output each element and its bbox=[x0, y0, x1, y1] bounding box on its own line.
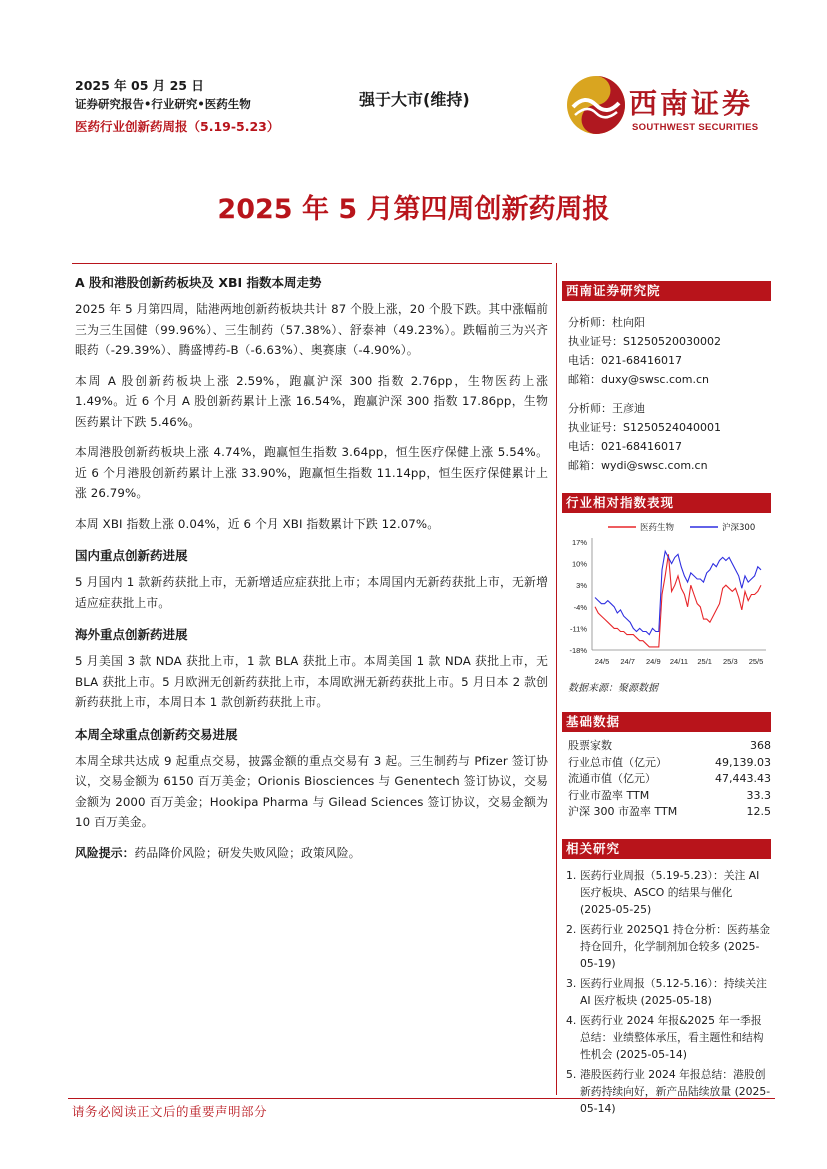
basic-data-table bbox=[562, 738, 771, 821]
report-series: 医药行业创新药周报（5.19-5.23） bbox=[75, 119, 280, 134]
company-logo bbox=[565, 74, 770, 136]
table-cell-value: 368 bbox=[750, 739, 771, 752]
list-item-number: 4. bbox=[566, 1013, 577, 1027]
summary-paragraph: 5 月美国 3 款 NDA 获批上市，1 款 BLA 获批上市。本周美国 1 款 NDA 获批上市，无 BLA 获批上市。5 月欧洲无创新药获批上市，本周欧洲无新药获批上市。5 月日本 2 款创新药获批上市，本周日本 1 款创新药获批上市。 bbox=[75, 654, 548, 709]
summary-paragraph: 本周港股创新药板块上涨 4.74%，跑赢恒生指数 3.64pp，恒生医疗保健上涨 5.54%。近 6 个月港股创新药累计上涨 33.90%，跑赢恒生指数 11.14pp，恒生医疗保健累计上涨 26.79%。 bbox=[75, 445, 548, 500]
analyst-name: 分析师：杜向阳 bbox=[568, 316, 645, 329]
list-item[interactable] bbox=[566, 1012, 771, 1063]
divider-top bbox=[72, 263, 552, 264]
logo-name-cn: 西南证券 bbox=[629, 87, 754, 120]
list-item-number: 1. bbox=[566, 868, 577, 882]
related-research-list bbox=[562, 867, 771, 1117]
analyst-name: 分析师：王彦迪 bbox=[568, 402, 645, 415]
sidebar bbox=[562, 281, 771, 1120]
summary-paragraph: 本周全球共达成 9 起重点交易，披露金额的重点交易有 3 起。三生制药与 Pfizer 签订协议，交易金额为 6150 百万美金；Orionis Biosciences 与 Genentech 签订协议，交易金额为 2000 百万美金；Hookipa Pharma 与 Gilead Sciences 签订协议，交易金额为 10 百万美金。 bbox=[75, 753, 548, 829]
list-item-text: 港股医药行业 2024 年报总结：港股创新药持续向好，新产品陆续放量 (2025-05-14) bbox=[580, 1067, 771, 1115]
table-cell-label: 行业市盈率 TTM bbox=[568, 788, 650, 802]
related-research-heading: 相关研究 bbox=[562, 839, 771, 859]
analyst-phone: 电话：021-68416017 bbox=[568, 354, 682, 367]
section-heading: A 股和港股创新药板块及 XBI 指数本周走势 bbox=[75, 275, 322, 290]
chart-legend-label: 医药生物 bbox=[640, 523, 675, 533]
chart-x-tick-label: 25/1 bbox=[697, 657, 712, 666]
chart-x-tick-label: 25/3 bbox=[723, 657, 738, 666]
table-cell-value: 49,139.03 bbox=[715, 755, 771, 769]
table-row bbox=[562, 804, 771, 821]
section-heading: 国内重点创新药进展 bbox=[75, 548, 188, 563]
footer-disclaimer: 请务必阅读正文后的重要声明部分 bbox=[72, 1104, 268, 1119]
chart-x-tick-label: 24/9 bbox=[646, 657, 661, 666]
chart-x-tick-label: 24/5 bbox=[594, 657, 610, 666]
chart-source: 数据来源：聚源数据 bbox=[568, 683, 658, 694]
summary-paragraph: 2025 年 5 月第四周，陆港两地创新药板块共计 87 个股上涨，20 个股下跌。其中涨幅前三为三生国健（99.96%）、三生制药（57.38%）、舒泰神（49.23%）。跌幅前三为兴齐眼药（-29.39%）、腾盛博药-B（-6.63%）、奥赛康（-4.90%）。 bbox=[75, 302, 548, 357]
analyst-email[interactable]: 邮箱：duxy@swsc.com.cn bbox=[568, 373, 709, 386]
table-cell-label: 行业总市值（亿元） bbox=[568, 755, 667, 769]
table-row bbox=[562, 788, 771, 805]
chart-y-tick-label: -11% bbox=[570, 624, 587, 634]
logo-name-en: SOUTHWEST SECURITIES bbox=[632, 122, 759, 133]
footer-divider bbox=[68, 1098, 775, 1099]
index-chart-heading: 行业相对指数表现 bbox=[562, 493, 771, 513]
list-item-text: 医药行业 2024 年报&2025 年一季报总结：业绩整体承压，看主题性和结构性机会 (2025-05-14) bbox=[580, 1013, 764, 1061]
industry-rating: 强于大市(维持) bbox=[359, 90, 470, 109]
risk-warning bbox=[75, 843, 548, 864]
chart-y-tick-label: 17% bbox=[571, 538, 587, 547]
section-heading: 本周全球重点创新药交易进展 bbox=[75, 726, 238, 742]
chart-x-tick-label: 24/11 bbox=[669, 657, 689, 666]
list-item-number: 5. bbox=[566, 1067, 577, 1081]
basic-data-heading: 基础数据 bbox=[562, 712, 771, 732]
column-divider bbox=[556, 263, 557, 1095]
chart-y-tick-label: 10% bbox=[571, 559, 587, 569]
report-category: 证券研究报告•行业研究•医药生物 bbox=[75, 97, 251, 111]
chart-series-line bbox=[595, 551, 761, 634]
chart-legend-label: 沪深300 bbox=[722, 523, 756, 533]
list-item[interactable] bbox=[566, 921, 771, 972]
analyst-cert: 执业证号：S1250520030002 bbox=[568, 335, 721, 348]
table-cell-label: 沪深 300 市盈率 TTM bbox=[568, 805, 678, 818]
analyst-email[interactable]: 邮箱：wydi@swsc.com.cn bbox=[568, 459, 708, 472]
risk-label: 风险提示： bbox=[75, 845, 135, 860]
report-date: 2025 年 05 月 25 日 bbox=[75, 78, 204, 93]
risk-text: 药品降价风险；研发失败风险；政策风险。 bbox=[134, 845, 361, 860]
table-cell-value: 12.5 bbox=[746, 805, 771, 818]
list-item-number: 3. bbox=[566, 976, 577, 990]
table-cell-value: 33.3 bbox=[746, 788, 771, 802]
summary-paragraph: 本周 XBI 指数上涨 0.04%，近 6 个月 XBI 指数累计下跌 12.07%。 bbox=[75, 516, 440, 531]
section-heading: 海外重点创新药进展 bbox=[75, 627, 188, 642]
list-item-text: 医药行业 2025Q1 持仓分析：医药基金持仓回升，化学制剂加仓较多 (2025-05-19) bbox=[580, 922, 771, 970]
report-header bbox=[75, 77, 279, 138]
analyst-card bbox=[562, 399, 771, 475]
relative-index-chart bbox=[562, 517, 771, 677]
list-item[interactable] bbox=[566, 1066, 771, 1117]
chart-y-tick-label: -18% bbox=[569, 646, 587, 655]
analyst-phone: 电话：021-68416017 bbox=[568, 440, 682, 453]
chart-x-tick-label: 24/7 bbox=[620, 657, 635, 666]
logo-emblem-icon bbox=[565, 74, 627, 136]
list-item-text: 医药行业周报（5.12-5.16）：持续关注 AI 医疗板块 (2025-05-18) bbox=[580, 976, 767, 1007]
list-item-number: 2. bbox=[566, 922, 577, 936]
analyst-card bbox=[562, 313, 771, 389]
report-title: 2025 年 5 月第四周创新药周报 bbox=[217, 194, 610, 225]
table-cell-value: 47,443.43 bbox=[715, 772, 771, 785]
table-row bbox=[562, 755, 771, 772]
summary-paragraph: 本周 A 股创新药板块上涨 2.59%，跑赢沪深 300 指数 2.76pp，生物医药上涨 1.49%。近 6 个月 A 股创新药累计上涨 16.54%，跑赢沪深 300 指数 17.86pp，生物医药累计下跌 5.46%。 bbox=[75, 373, 548, 429]
list-item[interactable] bbox=[566, 867, 771, 918]
summary-column bbox=[75, 271, 548, 873]
chart-series-line bbox=[595, 554, 761, 647]
chart-y-tick-label: -4% bbox=[573, 602, 587, 612]
list-item-text: 医药行业周报（5.19-5.23）：关注 AI 医疗板块、ASCO 的结果与催化 (2025-05-25) bbox=[580, 868, 760, 916]
chart-x-tick-label: 25/5 bbox=[748, 657, 764, 666]
summary-paragraph: 5 月国内 1 款新药获批上市，无新增适应症获批上市；本周国内无新药获批上市，无新增适应症获批上市。 bbox=[75, 575, 548, 610]
institute-heading: 西南证券研究院 bbox=[562, 281, 771, 301]
table-row bbox=[562, 738, 771, 755]
table-row bbox=[562, 771, 771, 788]
table-cell-label: 股票家数 bbox=[568, 739, 612, 752]
analyst-cert: 执业证号：S1250524040001 bbox=[568, 421, 721, 434]
chart-y-tick-label: 3% bbox=[576, 581, 587, 591]
table-cell-label: 流通市值（亿元） bbox=[568, 772, 656, 785]
list-item[interactable] bbox=[566, 975, 771, 1009]
index-chart-svg bbox=[562, 517, 771, 677]
